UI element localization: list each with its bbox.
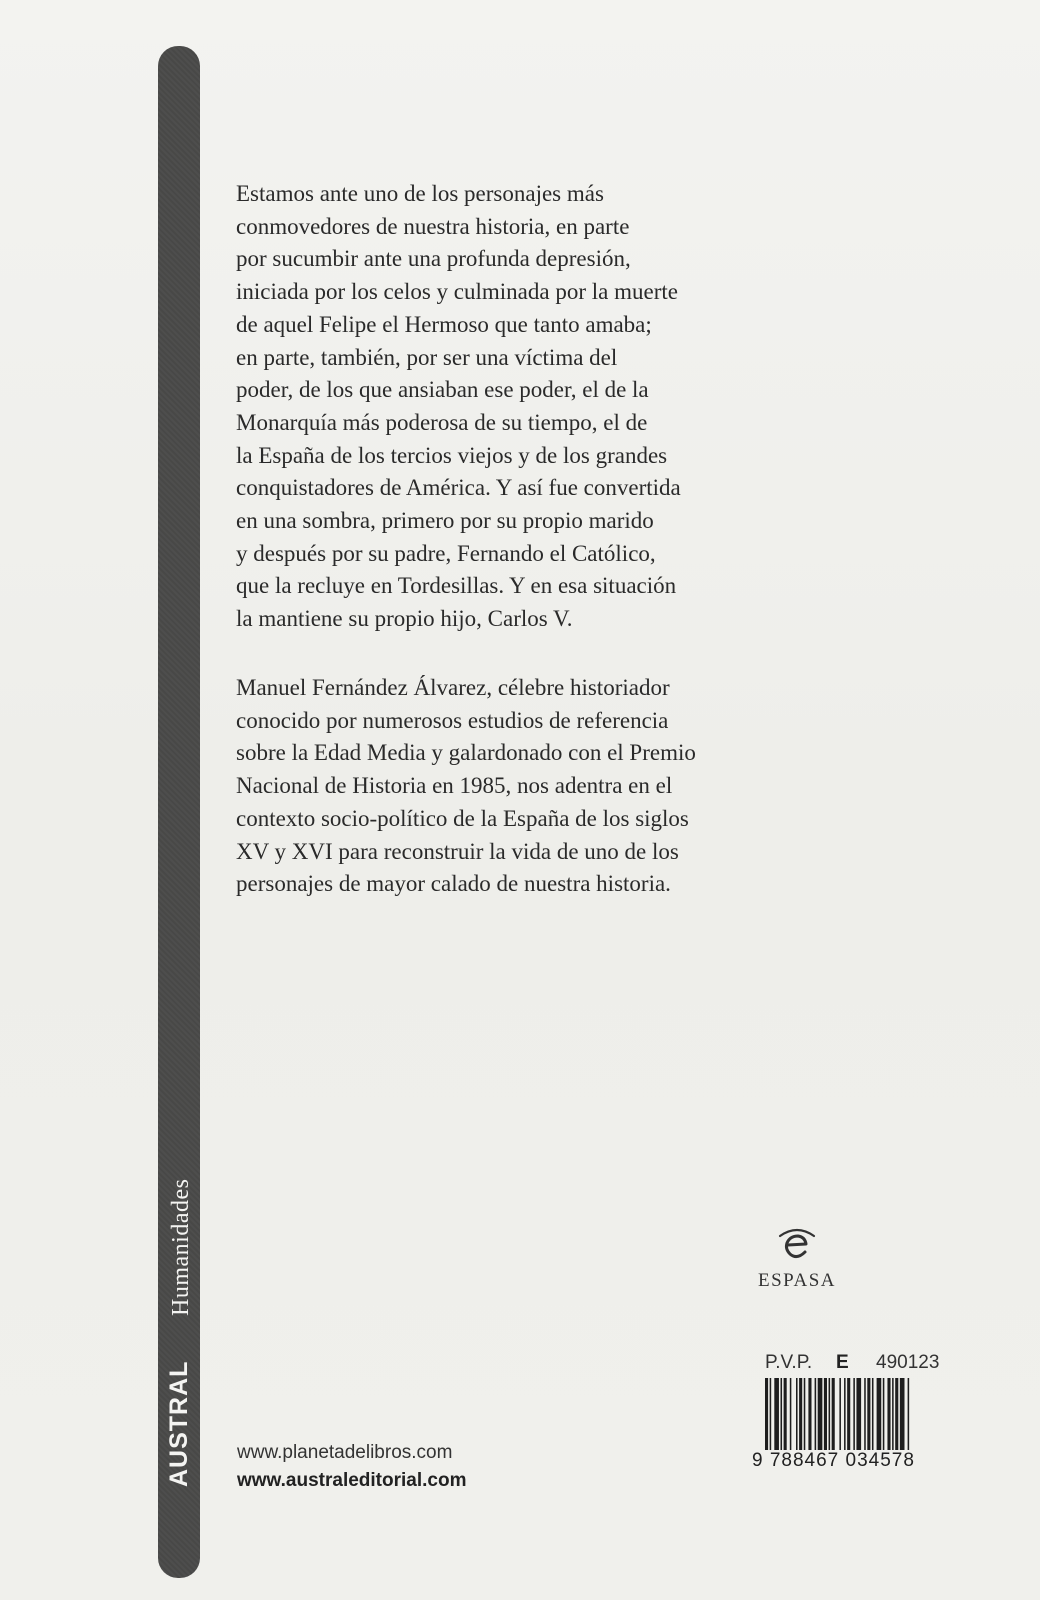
blurb-line: en parte, también, por ser una víctima del xyxy=(236,344,618,370)
barcode-bar xyxy=(804,1378,806,1450)
blurb-line: que la recluye en Tordesillas. Y en esa situación xyxy=(236,573,677,599)
barcode-bar xyxy=(784,1378,787,1450)
espasa-e-logo-icon xyxy=(774,1222,820,1268)
barcode-bar xyxy=(877,1378,882,1450)
barcode-bar xyxy=(774,1378,779,1450)
barcode xyxy=(765,1378,957,1450)
barcode-bar xyxy=(781,1378,783,1450)
barcode-bar xyxy=(832,1378,835,1450)
price-reference: 490123 xyxy=(876,1352,940,1373)
blurb-line: de aquel Felipe el Hermoso que tanto amaba; xyxy=(236,311,652,337)
url-secondary: www.australeditorial.com xyxy=(237,1470,467,1491)
brand-label: AUSTRAL xyxy=(165,1360,193,1487)
blurb-line: contexto socio-político de la España de los siglos xyxy=(236,805,689,831)
barcode-bar xyxy=(895,1378,898,1450)
barcode-bar xyxy=(844,1378,846,1450)
barcode-bar xyxy=(872,1378,874,1450)
blurb-line: Monarquía más poderosa de su tiempo, el de xyxy=(236,409,648,435)
isbn-digits: 9 788467 034578 xyxy=(752,1450,915,1471)
barcode-bar xyxy=(765,1378,768,1450)
barcode-bar xyxy=(796,1378,798,1450)
publisher-name: ESPASA xyxy=(757,1270,836,1291)
barcode-bar xyxy=(799,1378,802,1450)
barcode-bar xyxy=(847,1378,850,1450)
blurb-line: conmovedores de nuestra historia, en parte xyxy=(236,213,630,239)
barcode-bar xyxy=(887,1378,890,1450)
spine-band xyxy=(158,46,200,1578)
blurb-line: Nacional de Historia en 1985, nos adentra en el xyxy=(236,773,673,799)
blurb-line: personajes de mayor calado de nuestra historia. xyxy=(236,871,671,897)
blurb-line: Estamos ante uno de los personajes más xyxy=(236,181,604,206)
barcode-bar xyxy=(908,1378,910,1450)
price-label: P.V.P. xyxy=(765,1352,813,1373)
blurb-line: la mantiene su propio hijo, Carlos V. xyxy=(236,606,573,632)
barcode-bar xyxy=(790,1378,792,1450)
publisher-urls xyxy=(237,1439,466,1495)
blurb-line: XV y XVI para reconstruir la vida de uno de los xyxy=(236,838,679,864)
blurb-paragraph-2 xyxy=(236,672,836,901)
barcode-bar xyxy=(818,1378,823,1450)
blurb-line: la España de los tercios viejos y de los grandes xyxy=(236,442,668,468)
barcode-bar xyxy=(770,1378,772,1450)
barcode-bar xyxy=(867,1378,870,1450)
blurb-paragraph-1 xyxy=(236,178,836,636)
blurb-line: conocido por numerosos estudios de referencia xyxy=(236,707,669,733)
barcode-bar xyxy=(883,1378,885,1450)
blurb-line: y después por su padre, Fernando el Católico, xyxy=(236,540,656,566)
blurb-line: conquistadores de América. Y así fue convertida xyxy=(236,475,681,501)
blurb-line: poder, de los que ansiaban ese poder, el de la xyxy=(236,377,649,403)
barcode-bar xyxy=(839,1378,841,1450)
barcode-bar xyxy=(856,1378,861,1450)
blurb-line: Manuel Fernández Álvarez, célebre historiador xyxy=(236,675,670,700)
barcode-bar xyxy=(900,1378,905,1450)
publisher-logo xyxy=(752,1222,842,1292)
barcode-bar xyxy=(892,1378,894,1450)
url-primary: www.planetadelibros.com xyxy=(237,1442,453,1463)
barcode-bar xyxy=(853,1378,855,1450)
barcode-bar xyxy=(864,1378,866,1450)
blurb-line: iniciada por los celos y culminada por la muerte xyxy=(236,279,678,305)
barcode-bar xyxy=(815,1378,817,1450)
barcode-bar xyxy=(824,1378,827,1450)
blurb-line: en una sombra, primero por su propio marido xyxy=(236,508,654,534)
price-code: E xyxy=(836,1352,849,1373)
barcode-bar xyxy=(829,1378,831,1450)
blurb-line: sobre la Edad Media y galardonado con el Premio xyxy=(236,740,696,766)
blurb-line: por sucumbir ante una profunda depresión, xyxy=(236,246,631,272)
collection-label: Humanidades xyxy=(168,1178,194,1316)
barcode-bar xyxy=(808,1378,811,1450)
